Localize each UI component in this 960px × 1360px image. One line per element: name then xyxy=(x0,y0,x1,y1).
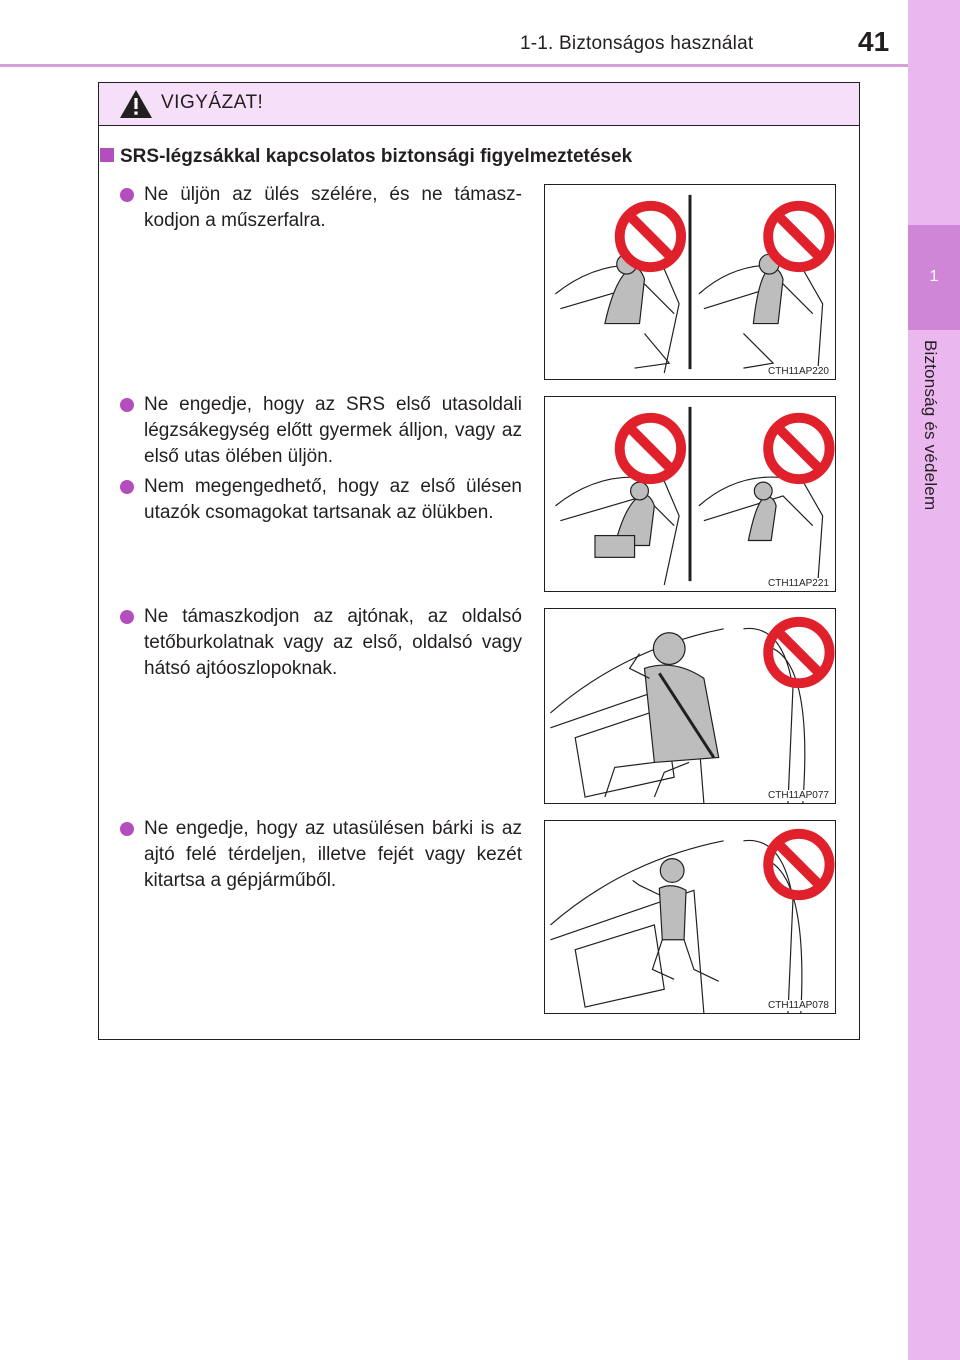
figure-code: CTH11AP221 xyxy=(768,578,829,589)
bullet-dot-icon xyxy=(120,480,134,494)
warning-header xyxy=(99,83,859,126)
prohibition-icon xyxy=(620,418,681,479)
illustration-drawing xyxy=(545,821,835,1013)
bullet-dot-icon xyxy=(120,398,134,412)
section-title-text: SRS-légzsákkal kapcsolatos biztonsági figyelmeztetések xyxy=(120,146,633,167)
section-title xyxy=(100,146,632,168)
prohibition-icon xyxy=(768,834,829,895)
chapter-side-tab xyxy=(908,0,960,1360)
illustration-drawing xyxy=(545,609,835,803)
bullet-item: Ne engedje, hogy az SRS első utasoldali légzsákegység előtt gyermek álljon, vagy az első utas ölében üljön. xyxy=(120,392,522,470)
figure-code: CTH11AP078 xyxy=(768,1000,829,1011)
figure-code: CTH11AP220 xyxy=(768,366,829,377)
bullet-dot-icon xyxy=(120,822,134,836)
warning-label: VIGYÁZAT! xyxy=(161,92,264,113)
warning-triangle-icon xyxy=(119,89,153,119)
chapter-title: Biztonság és védelem xyxy=(921,340,940,511)
chapter-number: 1 xyxy=(929,268,939,285)
prohibition-icon xyxy=(768,622,829,683)
running-header-title: 1-1. Biztonságos használat xyxy=(520,33,754,54)
header-divider xyxy=(0,64,908,67)
illustration-leaning-on-door xyxy=(544,608,836,804)
bullet-dot-icon xyxy=(120,188,134,202)
bullet-item: Nem megengedhető, hogy az első ülésen utazók csomagokat tartsanak az ölükben. xyxy=(120,474,522,526)
square-bullet-icon xyxy=(100,148,114,162)
prohibition-icon xyxy=(620,206,681,267)
illustration-seat-edge xyxy=(544,184,836,380)
bullet-item: Ne engedje, hogy az utasülésen bárki is az ajtó felé térdeljen, illetve fejét vagy kezét kitartsa a gépjárműből. xyxy=(120,816,522,894)
illustration-drawing xyxy=(545,185,835,379)
bullet-item: Ne támaszkodjon az ajtónak, az oldalsó tetőburkolatnak vagy az első, oldalsó vagy hátsó ajtóoszlopoknak. xyxy=(120,604,522,682)
illustration-child-front-seat xyxy=(544,396,836,592)
figure-code: CTH11AP077 xyxy=(768,790,829,801)
page-number: 41 xyxy=(858,26,890,57)
illustration-drawing xyxy=(545,397,835,591)
illustration-kneeling-facing-door xyxy=(544,820,836,1014)
bullet-dot-icon xyxy=(120,610,134,624)
prohibition-icon xyxy=(768,206,829,267)
prohibition-icon xyxy=(768,418,829,479)
bullet-item: Ne üljön az ülés szélére, és ne támaszkodjon a műszerfalra. xyxy=(120,182,522,234)
